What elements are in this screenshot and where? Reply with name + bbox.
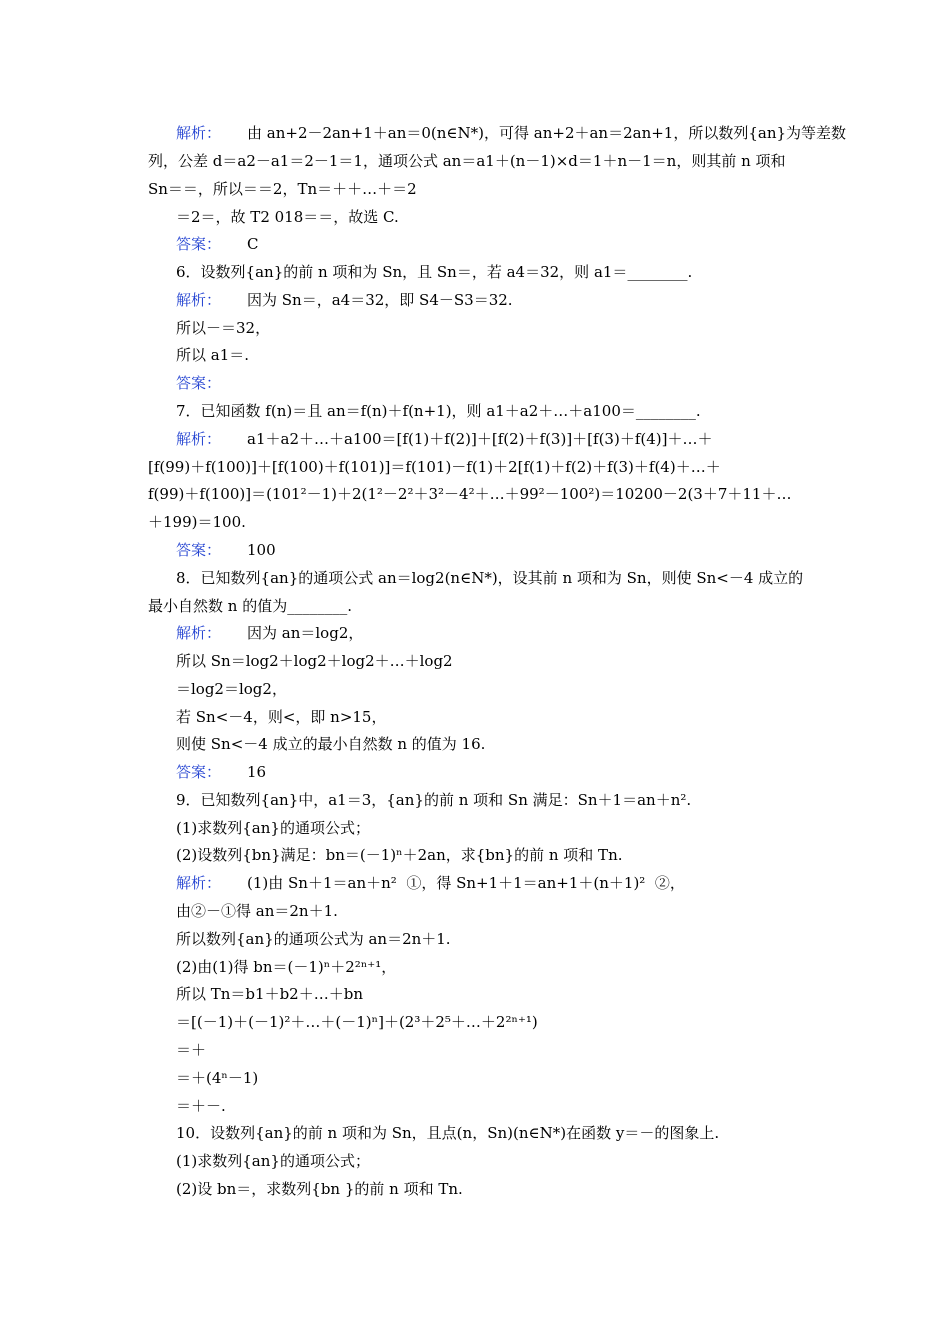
analysis-label: 解析： bbox=[176, 624, 222, 642]
text-line: 解析： a1＋a2＋…＋a100＝[f(1)＋f(2)]＋[f(2)＋f(3)]＋[f(3)＋f(4)]＋…＋ bbox=[176, 430, 713, 448]
text-line: 答案： 16 bbox=[176, 763, 267, 781]
text-line: (1)求数列{an}的通项公式； bbox=[176, 819, 370, 837]
text-line: 所以－＝32， bbox=[176, 319, 271, 337]
text-line: (2)设数列{bn}满足：bn＝(－1)ⁿ＋2an，求{bn}的前 n 项和 Tn. bbox=[176, 846, 623, 864]
text-line: 所以数列{an}的通项公式为 an＝2n＋1. bbox=[176, 930, 451, 948]
problem-9: 9．已知数列{an}中，a1＝3，{an}的前 n 项和 Sn 满足：Sn＋1＝an＋n². bbox=[176, 791, 692, 809]
text-line: (2)由(1)得 bn＝(－1)ⁿ＋2²ⁿ⁺¹， bbox=[176, 958, 397, 976]
text-line: ＋199)＝100. bbox=[148, 513, 246, 531]
answer-label: 答案： bbox=[176, 763, 222, 781]
text-line bbox=[176, 373, 221, 393]
problem-10: 10．设数列{an}的前 n 项和为 Sn，且点(n，Sn)(n∈N*)在函数 y＝－的图象上. bbox=[176, 1124, 720, 1142]
analysis-label: 解析： bbox=[176, 430, 222, 448]
text-line: ＝＋ bbox=[176, 1041, 207, 1059]
text-line: 所以 Tn＝b1＋b2＋…＋bn bbox=[176, 985, 363, 1003]
text-line: ＝＋－. bbox=[176, 1097, 226, 1115]
text-line: 由②－①得 an＝2n＋1. bbox=[176, 902, 338, 920]
text-line: (2)设 bn＝，求数列{bn }的前 n 项和 Tn. bbox=[176, 1180, 463, 1198]
text-line: 则使 Sn<－4 成立的最小自然数 n 的值为 16. bbox=[176, 735, 486, 753]
text-line: Sn＝＝，所以＝＝2，Tn＝＋＋…＋＝2 bbox=[148, 180, 417, 198]
text-line: 解析： 由 an+2－2an+1＋an＝0(n∈N*)，可得 an+2＋an＝2an+1，所以数列{an}为等差数 bbox=[176, 124, 847, 142]
analysis-label: 解析： bbox=[176, 124, 222, 142]
text-line: ＝[(－1)＋(－1)²＋…＋(－1)ⁿ]＋(2³＋2⁵＋…＋2²ⁿ⁺¹) bbox=[176, 1013, 538, 1031]
text-line: 若 Sn<－4，则<，即 n>15， bbox=[176, 708, 387, 726]
answer-label: 答案： bbox=[176, 541, 222, 559]
problem-6: 6．设数列{an}的前 n 项和为 Sn，且 Sn＝，若 a4＝32，则 a1＝________. bbox=[176, 263, 693, 281]
text-line: 所以 Sn＝log2＋log2＋log2＋…＋log2 bbox=[176, 652, 453, 670]
text-line: 答案： 100 bbox=[176, 541, 276, 559]
text-line: 最小自然数 n 的值为________. bbox=[148, 597, 352, 615]
text-line: (1)求数列{an}的通项公式； bbox=[176, 1152, 370, 1170]
text-line: 所以 a1＝. bbox=[176, 346, 250, 364]
text-line: 解析： 因为 Sn＝，a4＝32，即 S4－S3＝32. bbox=[176, 291, 513, 309]
text-line: f(99)＋f(100)]＝(101²－1)＋2(1²－2²＋3²－4²＋…＋99²－100²)＝10200－2(3＋7＋11＋… bbox=[148, 485, 792, 503]
problem-8: 8．已知数列{an}的通项公式 an＝log2(n∈N*)，设其前 n 项和为 Sn，则使 Sn<－4 成立的 bbox=[176, 569, 804, 587]
text-line: 列，公差 d＝a2－a1＝2－1＝1，通项公式 an＝a1＋(n－1)×d＝1＋n－1＝n，则其前 n 项和 bbox=[148, 152, 786, 170]
analysis-label: 解析： bbox=[176, 874, 222, 892]
text-line: ＝log2＝log2， bbox=[176, 680, 287, 698]
text-line: ＝＋(4ⁿ－1) bbox=[176, 1069, 259, 1087]
answer-label: 答案： bbox=[176, 235, 222, 253]
text-line: ＝2＝，故 T2 018＝＝，故选 C. bbox=[176, 208, 399, 226]
text-line: 解析： 因为 an＝log2， bbox=[176, 624, 364, 642]
answer-label: 答案： bbox=[176, 374, 222, 392]
text-line: [f(99)＋f(100)]＋[f(100)＋f(101)]＝f(101)－f(1)＋2[f(1)＋f(2)＋f(3)＋f(4)＋…＋ bbox=[148, 458, 721, 476]
text-line: 答案： C bbox=[176, 235, 259, 253]
analysis-label: 解析： bbox=[176, 291, 222, 309]
problem-7: 7．已知函数 f(n)＝且 an＝f(n)＋f(n+1)，则 a1＋a2＋…＋a100＝________. bbox=[176, 402, 701, 420]
text-line: 解析： (1)由 Sn＋1＝an＋n² ①，得 Sn+1＋1＝an+1＋(n＋1)² ②， bbox=[176, 874, 685, 892]
